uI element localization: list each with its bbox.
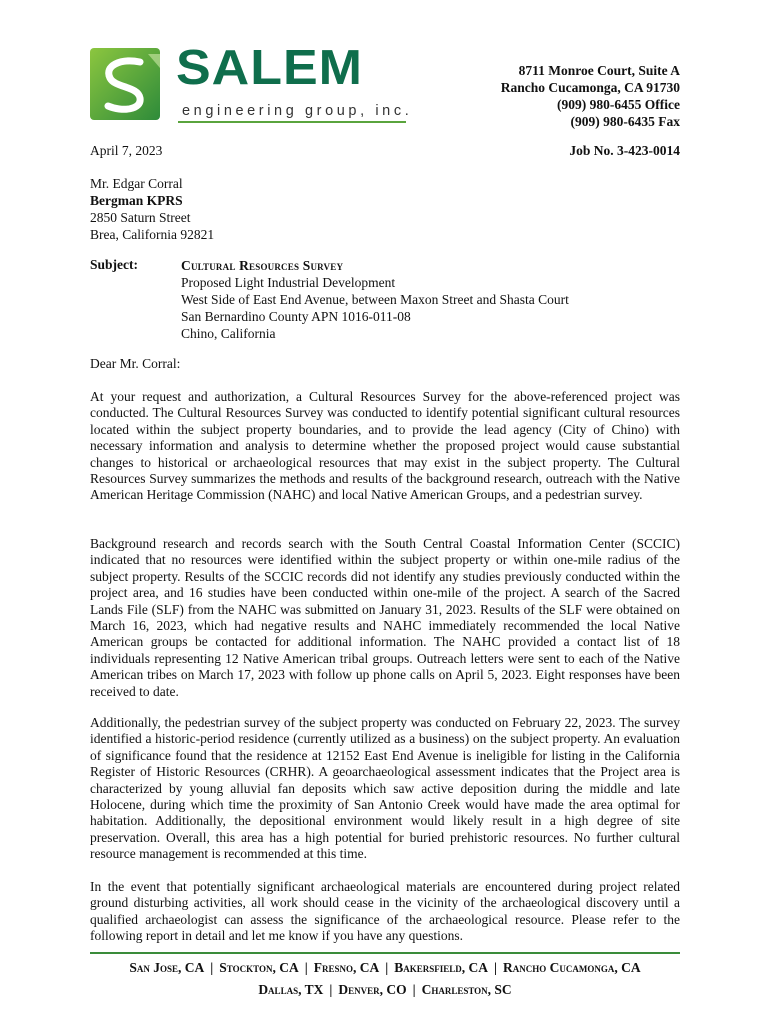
company-address xyxy=(501,62,680,130)
body-paragraph: In the event that potentially significant archaeological materials are encountered during project related ground disturbing activities, all work should cease in the vicinity of the archaeological discovery until a qualified archaeologist can assess the significance of the archaeological resource. Please refer to the following report in detail and let me know if you have any questions. xyxy=(90,879,680,944)
salutation: Dear Mr. Corral: xyxy=(90,356,181,371)
footer-separator: | xyxy=(412,982,416,997)
footer-offices-row-2 xyxy=(90,979,680,1001)
recipient-city: Brea, California 92821 xyxy=(90,227,215,242)
body-paragraph: Additionally, the pedestrian survey of the subject property was conducted on February 22, 2023. The survey identified a historic-period residence (currently utilized as a business) on the subject property. An evaluation of significance found that the residence at 12152 East End Avenue is ineligible for listing in the California Register of Historic Resources (CRHR). A geoarchaeological assessment indicates that the Project area is characterized by young alluvial fan deposits which saw active deposition during the middle and late Holocene, during which time the proximity of San Antonio Creek would have made the area optimal for habitation. Additionally, the depositional environment would likely result in a high degree of site preservation. Overall, this area has a high potential for buried prehistoric resources. No further cultural resource management is recommended at this time. xyxy=(90,715,680,862)
office-location: Bakersfield, CA xyxy=(394,960,488,975)
address-line: Rancho Cucamonga, CA 91730 xyxy=(500,80,680,95)
company-subtitle: engineering group, inc. xyxy=(182,103,413,119)
footer-separator: | xyxy=(329,982,333,997)
footer-separator: | xyxy=(210,960,214,975)
body-paragraph: At your request and authorization, a Cultural Resources Survey for the above-referenced project was conducted. The Cultural Resources Survey was conducted to identify potential significant cultural resources located within the subject property boundaries, and to provide the lead agency (City of Chino) with necessary information and analysis to determine whether the proposed project would cause substantial changes to historical or archaeological resources that may exist in the subject property. The Cultural Resources Survey summarizes the methods and results of the background research, outreach with the Native American Heritage Commission (NAHC) and local Native American Groups, and a pedestrian survey. xyxy=(90,389,680,503)
body-paragraph: Background research and records search with the South Central Coastal Information Center (SCCIC) indicated that no resources were identified within the subject property or within one-mile radius of the subject property. Results of the SCCIC records did not identify any studies previously conducted within the project area, and 16 studies have been conducted within one-mile of the project. A search of the Sacred Lands File (SLF) from the NAHC was submitted on January 31, 2023. Results of the SLF were obtained on March 16, 2023, which had negative results and NAHC immediately recommended the local Native American groups be contacted for additional information. The NAHC provided a contact list of 18 individuals representing 12 Native American tribal groups. Outreach letters were sent to each of the Native American tribes on March 17, 2023 with follow up phone calls on April 5, 2023. Eight responses have been received to date. xyxy=(90,536,680,699)
subject-block xyxy=(181,257,569,342)
office-location: Rancho Cucamonga, CA xyxy=(502,960,641,975)
salem-s-logo-icon xyxy=(90,48,160,120)
letter-date: April 7, 2023 xyxy=(90,143,163,158)
subject-line: West Side of East End Avenue, between Maxon Street and Shasta Court xyxy=(181,292,569,307)
footer-divider xyxy=(90,952,680,954)
address-line: 8711 Monroe Court, Suite A xyxy=(518,63,680,78)
company-name: SALEM xyxy=(176,40,363,96)
subject-line: Chino, California xyxy=(181,326,276,341)
phone-fax: (909) 980-6435 Fax xyxy=(570,114,680,129)
subject-label: Subject: xyxy=(90,257,138,272)
office-location: San Jose, CA xyxy=(129,960,205,975)
company-logo xyxy=(90,40,420,128)
phone-office: (909) 980-6455 Office xyxy=(557,97,680,112)
office-location: Stockton, CA xyxy=(219,960,299,975)
logo-underline xyxy=(178,121,406,123)
footer-separator: | xyxy=(304,960,308,975)
office-location: Dallas, TX xyxy=(258,982,324,997)
recipient-name: Mr. Edgar Corral xyxy=(90,176,183,191)
subject-title: Cultural Resources Survey xyxy=(181,258,344,273)
office-location: Fresno, CA xyxy=(313,960,380,975)
recipient-block xyxy=(90,175,214,243)
subject-line: San Bernardino County APN 1016-011-08 xyxy=(181,309,411,324)
recipient-street: 2850 Saturn Street xyxy=(90,210,191,225)
recipient-company: Bergman KPRS xyxy=(90,193,183,208)
job-number: Job No. 3-423-0014 xyxy=(569,143,680,158)
footer-separator: | xyxy=(493,960,497,975)
subject-line: Proposed Light Industrial Development xyxy=(181,275,396,290)
office-location: Denver, CO xyxy=(338,982,407,997)
footer-offices-row-1 xyxy=(90,957,680,979)
office-location: Charleston, SC xyxy=(421,982,512,997)
footer-separator: | xyxy=(385,960,389,975)
